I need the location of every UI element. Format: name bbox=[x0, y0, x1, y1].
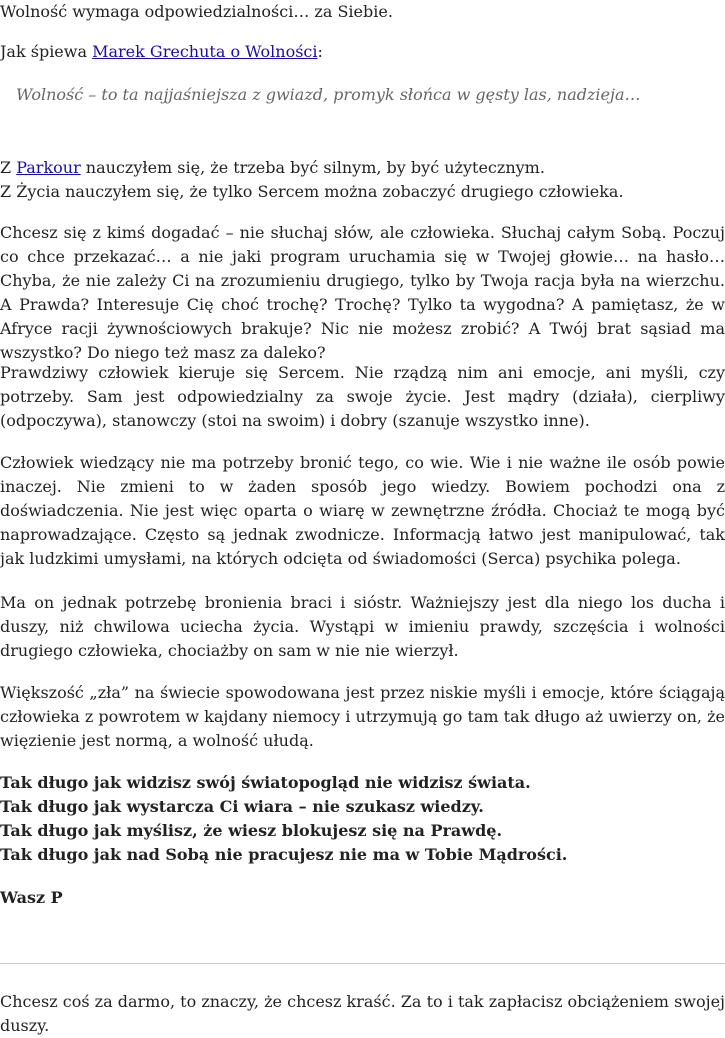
paragraph-evil: Większość „zła” na świecie spowodowana jest przez niskie myśli i emocje, które ściągają człowieka z powrotem w kajdany niemocy i utrzymują go tam tak długo aż uwierzy on, że więzienie jest normą, a wolność ułudą. bbox=[0, 683, 725, 750]
song-suffix: : bbox=[317, 42, 323, 61]
bold-line: Tak długo jak myślisz, że wiesz blokujesz się na Prawdę. bbox=[0, 821, 503, 840]
footer-text: Chcesz coś za darmo, to znaczy, że chcesz kraść. Za to i tak zapłacisz obciążeniem swojej duszy. bbox=[0, 992, 725, 1035]
song-line bbox=[0, 40, 725, 64]
parkour-prefix: Z bbox=[0, 158, 17, 177]
paragraph-listening: Chcesz się z kimś dogadać – nie słuchaj słów, ale człowieka. Słuchaj całym Sobą. Poczuj co chce przekazać… a nie jaki program uruchamia się w Twojej głowie… na hasło… Chyba, że nie zależy Ci na zrozumieniu drugiego, tylko by Twoja racja była na wierzchu. A Prawda? Interesuje Cię choć trochę? Trochę? Tylko ta wygodna? A pamiętasz, że w Afryce racji żywnościowych brakuje? Nic nie możesz zrobić? A Twój brat sąsiad ma wszystko? Do niego też masz za daleko? bbox=[0, 223, 725, 362]
intro-line: Wolność wymaga odpowiedzialności… za Siebie. bbox=[0, 2, 393, 21]
life-line: Z Życia nauczyłem się, że tylko Sercem można zobaczyć drugiego człowieka. bbox=[0, 182, 624, 201]
paragraph-true-human: Prawdziwy człowiek kieruje się Sercem. Nie rządzą nim ani emocje, ani myśli, czy potrzeby. Sam jest odpowiedzialny za swoje życie. Jest mądry (działa), cierpliwy (odpoczywa), stanowczy (stoi na swoim) i dobry (szanuje wszystko inne). bbox=[0, 363, 725, 430]
paragraph-defending: Ma on jednak potrzebę bronienia braci i sióstr. Ważniejszy jest dla niego los ducha i duszy, niż chwilowa uciecha życia. Wystąpi w imieniu prawdy, szczęścia i wolności drugiego człowieka, chociażby on sam w nie nie wierzył. bbox=[0, 593, 725, 660]
separator bbox=[0, 963, 725, 964]
song-prefix: Jak śpiewa bbox=[0, 42, 93, 61]
parkour-link[interactable]: Parkour bbox=[16, 158, 81, 177]
parkour-line bbox=[0, 156, 725, 180]
signature: Wasz P bbox=[0, 888, 63, 907]
paragraph-knowing-human: Człowiek wiedzący nie ma potrzeby bronić tego, co wie. Wie i nie ważne ile osób powie inaczej. Nie zmieni to w żaden sposób jego wiedzy. Bowiem pochodzi ona z doświadczenia. Nie jest więc oparta o wiarę w zewnętrzne źródła. Chociaż te mogą być naprowadzające. Często są jednak zwodnicze. Informacją łatwo jest manipulować, tak jak ludzkimi umysłami, na których odcięta od świadomości (Serca) psychika polega. bbox=[0, 453, 725, 568]
song-quote: Wolność – to ta najjaśniejsza z gwiazd, promyk słońca w gęsty las, nadzieja… bbox=[16, 85, 641, 104]
bold-line: Tak długo jak widzisz swój światopogląd nie widzisz świata. bbox=[0, 773, 531, 792]
bold-line: Tak długo jak nad Sobą nie pracujesz nie ma w Tobie Mądrości. bbox=[0, 845, 568, 864]
bold-line: Tak długo jak wystarcza Ci wiara – nie szukasz wiedzy. bbox=[0, 797, 484, 816]
parkour-suffix: nauczyłem się, że trzeba być silnym, by być użytecznym. bbox=[80, 158, 545, 177]
grechuta-link[interactable]: Marek Grechuta o Wolności bbox=[92, 42, 318, 61]
